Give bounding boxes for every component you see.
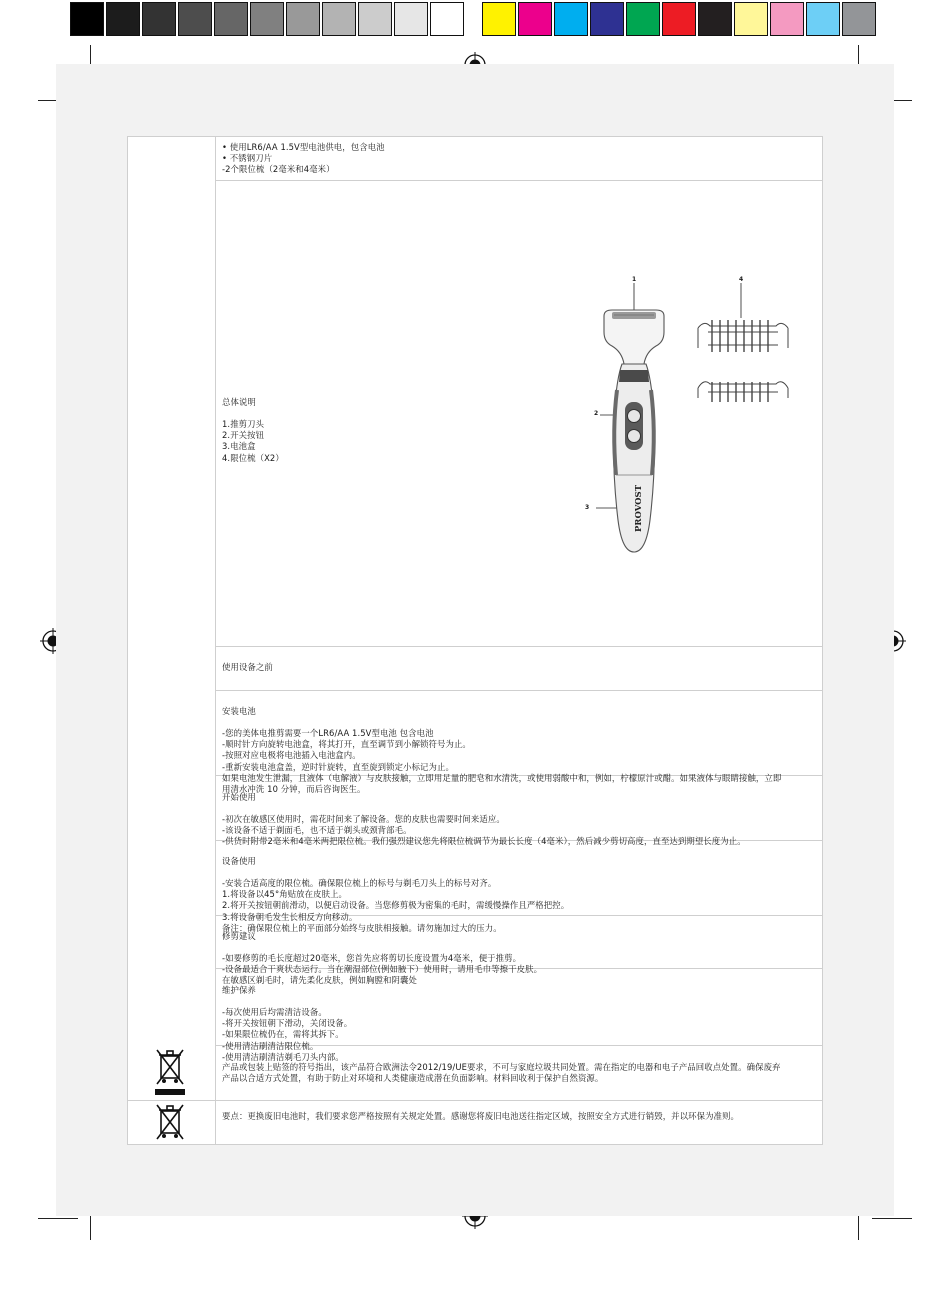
color-swatch [178, 2, 212, 36]
getting-started-title: 开始使用 [222, 792, 256, 803]
separated-collection-bar [155, 1089, 185, 1095]
features-list: • 使用LR6/AA 1.5V型电池供电，包含电池 • 不锈钢刀片 -2个限位梳（2毫米和4毫米） [222, 142, 385, 175]
trim-mark [38, 1218, 78, 1219]
color-swatch [142, 2, 176, 36]
gray-color-bar [70, 2, 466, 38]
row-divider [215, 1100, 823, 1101]
column-divider [215, 136, 216, 1145]
battery-disposal-notice: 要点：更换废旧电池时，我们要求您严格按照有关规定处置。感谢您将废旧电池送往指定区域，按照安全方式进行销毁，并以环保为准则。 [222, 1111, 739, 1121]
color-swatch [214, 2, 248, 36]
callout-2: 2 [594, 410, 599, 417]
getting-started-text: -初次在敏感区使用时，需花时间来了解设备。您的皮肤也需要时间来适应。 -该设备不适于剃面毛，也不适于剃头或颈背部毛。 -供货时附带2毫米和4毫米两把限位梳。我们强烈建议您先将限位梳调节为最长长度（4毫米），然后减少剪切高度，直至达到期望长度为止。 [222, 814, 746, 847]
before-use-title: 使用设备之前 [222, 662, 273, 672]
color-swatch [394, 2, 428, 36]
callout-1: 1 [632, 276, 637, 283]
row-divider [215, 690, 823, 691]
color-swatch [250, 2, 284, 36]
color-swatch [106, 2, 140, 36]
color-swatch [482, 2, 516, 36]
process-color-bar [482, 2, 878, 38]
color-swatch [770, 2, 804, 36]
color-swatch [626, 2, 660, 36]
tips-title: 修剪建议 [222, 931, 256, 942]
maintenance-title: 维护保养 [222, 985, 256, 996]
trimmer-diagram [580, 270, 810, 560]
maintenance-section [222, 974, 782, 1063]
row-divider [215, 180, 823, 181]
callout-3: 3 [585, 504, 590, 511]
color-swatch [358, 2, 392, 36]
crossed-bin-icon [152, 1102, 188, 1142]
brand-logo: PROVOST [634, 484, 644, 532]
color-swatch [734, 2, 768, 36]
general-description-title: 总体说明 [222, 397, 256, 408]
maintenance-text: -每次使用后均需清洁设备。 -将开关按钮朝下滑动，关闭设备。 -如果限位梳仍在，需将其拆下。 -使用清洁刷清洁限位梳。 -使用清洁刷清洁剃毛刀头内部。 [222, 1007, 353, 1062]
tips-text: -如要修剪的毛长度超过20毫米，您首先应将剪切长度设置为4毫米，便于推剪。 -设备最适合干爽状态运行。当在潮湿部位(例如腋下）使用时，请用毛巾等擦干皮肤。 在敏感区剃毛时，请先柔化皮肤，例如胸膛和阴囊处 [222, 953, 543, 986]
crossed-bin-icon [152, 1047, 188, 1087]
row-divider [215, 646, 823, 647]
parts-list: 1.推剪刀头 2.开关按钮 3.电池盒 4.限位梳（X2） [222, 419, 284, 463]
battery-section [222, 695, 782, 795]
color-swatch [286, 2, 320, 36]
color-swatch [554, 2, 588, 36]
color-swatch [698, 2, 732, 36]
color-swatch [842, 2, 876, 36]
color-swatch [322, 2, 356, 36]
battery-title: 安装电池 [222, 706, 256, 717]
weee-notice: 产品或包装上贴签的符号指出，该产品符合欧洲法令2012/19/UE要求，不可与家庭垃圾共同处置。需在指定的电器和电子产品回收点处置。确保废弃产品以合适方式处置，有助于防止对环境和人类健康造成潜在负面影响。材料回收利于保护自然资源。 [222, 1062, 781, 1084]
usage-title: 设备使用 [222, 856, 256, 867]
color-swatch [70, 2, 104, 36]
color-swatch [590, 2, 624, 36]
row-divider [127, 1100, 215, 1101]
usage-text: -安装合适高度的限位梳。确保限位梳上的标号与剃毛刀头上的标号对齐。 1.将设备以45°角贴放在皮肤上。 2.将开关按钮朝前滑动，以便启动设备。当您修剪极为密集的毛时，需缓慢操作且严格把控。 3.将设备朝毛发生长相反方向移动。 备注：确保限位梳上的平面部分始终与皮肤相接触。请勿施加过大的压力。 [222, 878, 570, 933]
getting-started-section [222, 781, 782, 848]
color-swatch [430, 2, 464, 36]
battery-text: -您的美体电推剪需要一个LR6/AA 1.5V型电池 包含电池 -顺时针方向旋转电池盒，将其打开，直至调节到小解锁符号为止。 -按照对应电极将电池插入电池盒内。 -重新安装电池盒盖，逆时针旋转，直至旋到锁定小标记为止。 如果电池发生泄漏，且液体（电解液）与皮肤接触，立即用足量的肥皂和水清洗，或使用弱酸中和，例如，柠檬原汁或醋。如果液体与眼睛接触，立即用清水冲洗 10 分钟，而后咨询医生。 [222, 728, 782, 794]
color-swatch [518, 2, 552, 36]
color-swatch [806, 2, 840, 36]
trim-mark [872, 1218, 912, 1219]
color-swatch [662, 2, 696, 36]
callout-4: 4 [739, 276, 744, 283]
